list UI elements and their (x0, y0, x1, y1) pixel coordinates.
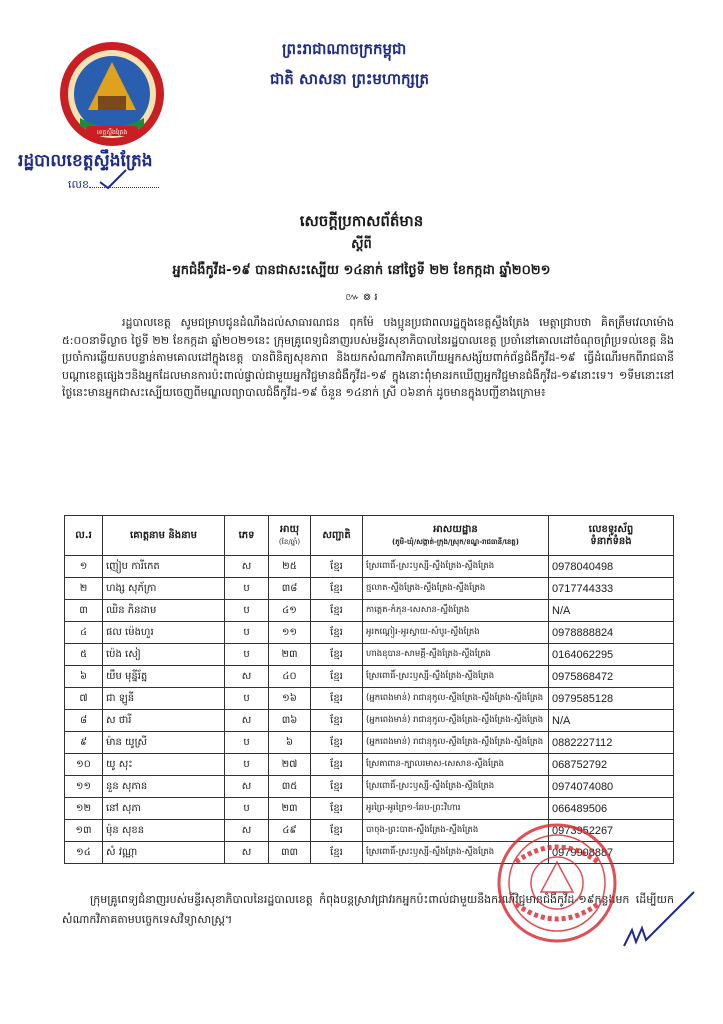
cell-phone: 0717744333 (549, 578, 674, 600)
cell-phone: 0978888824 (549, 622, 674, 644)
cell-sex: ស (225, 842, 269, 864)
recovered-cases-table (64, 515, 674, 864)
cell-no: ១១ (65, 776, 103, 798)
cell-nationality: ខ្មែរ (311, 798, 363, 820)
document-subject: អ្នកជំងឺកូវីដ-១៩ បានជាសះស្បើយ ១៤នាក់ នៅថ្ងៃទី ២២ ខែកក្កដា ឆ្នាំ២០២១ (172, 263, 551, 278)
table-row (65, 578, 674, 600)
cell-no: ៧ (65, 688, 103, 710)
cell-address: ស្រែពោធិ៍-ស្រះឫស្សី-ស្ទឹងត្រែង-ស្ទឹងត្រែង (363, 556, 549, 578)
cell-sex: ស (225, 776, 269, 798)
cell-nationality: ខ្មែរ (311, 600, 363, 622)
table-row (65, 688, 674, 710)
table-row (65, 798, 674, 820)
cell-name: សំ វណ្ណា (103, 842, 225, 864)
cell-age: ២៣ (269, 644, 311, 666)
cell-name: យូ សុះ (103, 754, 225, 776)
cell-age: ៤០ (269, 666, 311, 688)
cell-address: អូរកណ្តៀរ-អូរស្វាយ-សំបូរ-ស្ទឹងត្រែង (363, 622, 549, 644)
cell-address: អូរព្រៃ-អូរព្រៃ១-ឆែប-ព្រះវិហារ (363, 798, 549, 820)
cell-no: ៦ (65, 666, 103, 688)
cell-nationality: ខ្មែរ (311, 644, 363, 666)
cell-address: ស្រែតាពាន-ក្បាលរមាស-សេសាន-ស្ទឹងត្រែង (363, 754, 549, 776)
cell-nationality: ខ្មែរ (311, 776, 363, 798)
table-row (65, 600, 674, 622)
cell-no: ១៣ (65, 820, 103, 842)
cell-age: ៦ (269, 732, 311, 754)
cell-address: (អ្នកពេងមាន់) រាជានុកូល-ស្ទឹងត្រែង-ស្ទឹងត្រែង-ស្ទឹងត្រែង (363, 688, 549, 710)
official-seal-stamp (496, 822, 618, 944)
checkmark-icon (98, 168, 128, 190)
cell-address: (អ្នកពេងមាន់) រាជានុកូល-ស្ទឹងត្រែង-ស្ទឹងត្រែង-ស្ទឹងត្រែង (363, 732, 549, 754)
table-row (65, 556, 674, 578)
cell-sex: ប (225, 600, 269, 622)
cell-address: ស្រែពោធិ៍-ស្រះឫស្សី-ស្ទឹងត្រែង-ស្ទឹងត្រែង (363, 666, 549, 688)
cell-no: ១ (65, 556, 103, 578)
cell-nationality: ខ្មែរ (311, 688, 363, 710)
cell-age: ១១ (269, 622, 311, 644)
cell-age: ៣៨ (269, 578, 311, 600)
cell-age: ៣៣ (269, 842, 311, 864)
cell-sex: ស (225, 556, 269, 578)
announcement-paragraph: រដ្ឋបាលខេត្ត សូមជម្រាបជូនដំណឹងដល់សាធារណជន ពុកម៉ែ បងប្អូនប្រជាពលរដ្ឋក្នុងខេត្តស្ទឹងត្រែង មេត្តាជ្រាបថា គិតត្រឹមវេលាម៉ោង ៥:០០នាទីល្ងាច ថ្ងៃទី ២២ ខែកក្កដា ឆ្នាំ២០២១នេះ ក្រុមគ្រូពេទ្យជំនាញរបស់មន្ទីរសុខាភិបាលនៃរដ្ឋបាលខេត្ត ប្រចាំនៅគោលដៅចំណុចព្រំប្រទល់ខេត្ត និងប្រចាំការឆ្លើយតបបន្ទាន់តាមគោលដៅក្នុងខេត្ត បានពិនិត្យសុខភាព និងយកសំណាកវិភាគហើយអ្នកសង្ស័យពាក់ព័ន្ធជំងឺកូវីដ-១៩ ធ្វើដំណើរមកពីរាជធានី បណ្តាខេត្តផ្សេងៗនិងអ្នកដែលមានការប៉ះពាល់ផ្ទាល់ជាមួយអ្នកវិជ្ជមានជំងឺកូវីដ-១៩ ក្នុងនោះពុំមានរកឃើញអ្នកវិជ្ជមានជំងឺកូវីដ-១៩នោះទេ។ ១ទីមនោះនៅថ្ងៃនេះមានអ្នកជាសះស្បើយចេញពីមណ្ឌលព្យាបាលជំងឺកូវីដ-១៩ ចំនួន ១៤នាក់ ស្រី ០៦នាក់ ដូចមានក្នុងបញ្ជីខាងក្រោម៖ (62, 316, 674, 399)
cell-sex: ស (225, 820, 269, 842)
col-header-phone: លេខទូរស័ព្ទ ទំនាក់ទំនង (549, 516, 674, 556)
cell-phone: 066489506 (549, 798, 674, 820)
footer-paragraph: ក្រុមគ្រូពេទ្យជំនាញរបស់មន្ទីរសុខាភិបាលនៃរដ្ឋបាលខេត្ត កំពុងបន្តស្រាវជ្រាវរកអ្នកប៉ះពាល់ជាមួយនឹងករណីវិជ្ជមានជំងឺកូវីដ-១៩កន្លងមក ដើម្បីយកសំណាកវិភាគតាមបច្ចេកទេសវិទ្យាសាស្ត្រ។ (62, 893, 674, 926)
cell-address: ស្រែពោធិ៍-ស្រះឫស្សី-ស្ទឹងត្រែង-ស្ទឹងត្រែង (363, 776, 549, 798)
kingdom-header: ព្រះរាជាណាចក្រកម្ពុជា (282, 40, 407, 58)
table-row (65, 754, 674, 776)
cell-sex: ប (225, 732, 269, 754)
cell-sex: ប (225, 622, 269, 644)
cell-age: ៣៦ (269, 710, 311, 732)
cell-address: (អ្នកពេងមាន់) រាជានុកូល-ស្ទឹងត្រែង-ស្ទឹងត្រែង-ស្ទឹងត្រែង (363, 710, 549, 732)
cell-no: ៩ (65, 732, 103, 754)
cell-age: ២៥ (269, 556, 311, 578)
col-header-nationality: សញ្ជាតិ (311, 516, 363, 556)
national-motto: ជាតិ សាសនា ព្រះមហាក្សត្រ (270, 70, 429, 88)
cell-phone: 0974074080 (549, 776, 674, 798)
cell-no: ១៤ (65, 842, 103, 864)
title-ornament: ៚ ៙ ៛ (345, 292, 378, 303)
cell-address: ស្រែពោធិ៍-ស្រះឫស្សី-ស្ទឹងត្រែង-ស្ទឹងត្រែង (363, 842, 549, 864)
col-header-no: ល.រ (65, 516, 103, 556)
cell-name: ប៉េង សៀ (103, 644, 225, 666)
cell-name: ម៉ុន សុខន (103, 820, 225, 842)
cell-nationality: ខ្មែរ (311, 578, 363, 600)
cell-nationality: ខ្មែរ (311, 556, 363, 578)
cell-name: ម៉ាន យូស្រី (103, 732, 225, 754)
cell-phone: 0973952267 (549, 820, 674, 842)
col-header-sex: ភេទ (225, 516, 269, 556)
cell-nationality: ខ្មែរ (311, 710, 363, 732)
cell-no: ១២ (65, 798, 103, 820)
cell-no: ៨ (65, 710, 103, 732)
document-subject-label: ស្តីពី (351, 237, 372, 252)
cell-sex: ស (225, 710, 269, 732)
cell-name: នៅ សុភា (103, 798, 225, 820)
cell-phone: N/A (549, 600, 674, 622)
cell-phone: 0975868472 (549, 666, 674, 688)
cell-no: ៥ (65, 644, 103, 666)
document-title: សេចក្តីប្រកាសព័ត៌មាន (299, 212, 424, 230)
table-row (65, 644, 674, 666)
cell-sex: ស (225, 666, 269, 688)
cell-phone: 0978040498 (549, 556, 674, 578)
cell-sex: ប (225, 754, 269, 776)
cell-nationality: ខ្មែរ (311, 622, 363, 644)
cell-name: ផល ម៉េងហួរ (103, 622, 225, 644)
cell-sex: ប (225, 578, 269, 600)
cell-address: កាត្តេត-កំភុន-សេសាន-ស្ទឹងត្រែង (363, 600, 549, 622)
cell-sex: ប (225, 644, 269, 666)
svg-text:ខេត្តស្ទឹងត្រែង: ខេត្តស្ទឹងត្រែង (96, 129, 128, 136)
cell-no: ១០ (65, 754, 103, 776)
cell-phone: N/A (549, 710, 674, 732)
cell-age: ៣៥ (269, 776, 311, 798)
cell-phone: 068752792 (549, 754, 674, 776)
signature-icon (618, 878, 698, 958)
cell-no: ៤ (65, 622, 103, 644)
cell-phone: 0979585128 (549, 688, 674, 710)
cell-name: យឹម មុន្នីរ័ត្ន (103, 666, 225, 688)
cell-no: ៣ (65, 600, 103, 622)
cell-age: ៤៩ (269, 820, 311, 842)
cell-name: នួន សុភាន (103, 776, 225, 798)
ministry-name: រដ្ឋបាលខេត្តស្ទឹងត្រែង (18, 151, 153, 171)
cell-name: ហង្ស សុភ័ក្រា (103, 578, 225, 600)
cell-name: ឈិន ភិនដាម (103, 600, 225, 622)
cell-age: ៤១ (269, 600, 311, 622)
cell-no: ២ (65, 578, 103, 600)
reference-label: លេខ (68, 178, 89, 191)
cell-name: ញៀប ការីកេត (103, 556, 225, 578)
cell-phone: 0882227112 (549, 732, 674, 754)
table-row (65, 776, 674, 798)
cell-phone: 0979908887 (549, 842, 674, 864)
cell-sex: ប (225, 688, 269, 710)
table-row (65, 666, 674, 688)
cell-address: ហាងខុបាន-សាមគ្គី-ស្ទឹងត្រែង-ស្ទឹងត្រែង (363, 644, 549, 666)
col-header-name: គោត្តនាម និងនាម (103, 516, 225, 556)
cell-age: ១៦ (269, 688, 311, 710)
province-emblem-logo (58, 40, 166, 148)
cell-nationality: ខ្មែរ (311, 820, 363, 842)
table-header-row (65, 516, 674, 556)
col-header-age: អាយុ (ខែ/ឆ្នាំ) (269, 516, 311, 556)
cell-address: បាចុង-ព្រះបាត-ស្ទឹងត្រែង-ស្ទឹងត្រែង (363, 820, 549, 842)
table-row (65, 622, 674, 644)
col-header-address: អាសយដ្ឋាន (ភូមិ-ឃុំ/សង្កាត់-ក្រុង/ស្រុក/ខណ្ឌ-រាជធានី/ខេត្ត) (363, 516, 549, 556)
table-row (65, 732, 674, 754)
cell-age: ២៣ (269, 798, 311, 820)
cell-nationality: ខ្មែរ (311, 732, 363, 754)
cell-nationality: ខ្មែរ (311, 754, 363, 776)
cell-phone: 0164062295 (549, 644, 674, 666)
cell-nationality: ខ្មែរ (311, 842, 363, 864)
cell-sex: ប (225, 798, 269, 820)
cell-name: ជា ឡូនី (103, 688, 225, 710)
cell-nationality: ខ្មែរ (311, 666, 363, 688)
cell-name: ស ថារី (103, 710, 225, 732)
table-row (65, 710, 674, 732)
cell-address: ថ្មលាត-ស្ទឹងត្រែង-ស្ទឹងត្រែង-ស្ទឹងត្រែង (363, 578, 549, 600)
cell-age: ២៧ (269, 754, 311, 776)
